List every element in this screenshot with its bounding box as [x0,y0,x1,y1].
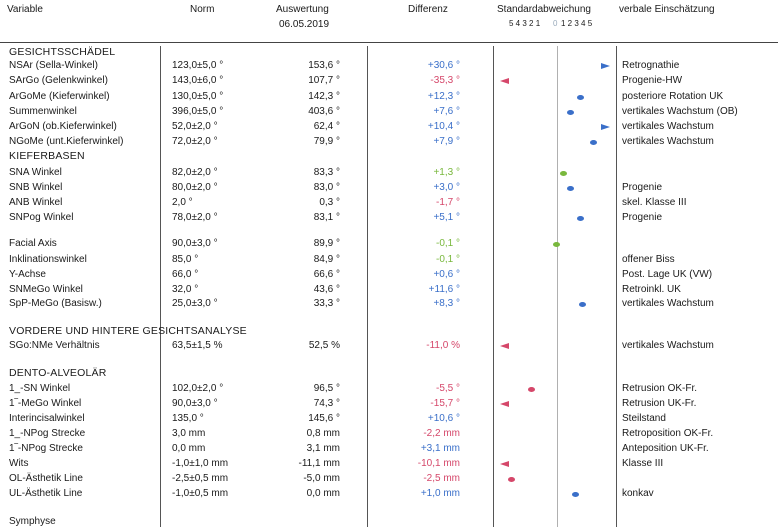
col-header-auswertung: Auswertung [276,4,329,15]
col-header-variable: Variable [7,4,43,15]
table-row [0,60,778,74]
sd-marker-dot [508,477,515,482]
row-variable: SNA Winkel [9,167,62,178]
row-norm: -2,5±0,5 mm [172,473,229,484]
row-value: 62,4 ° [313,121,340,132]
col-header-differenz: Differenz [408,4,448,15]
row-difference: -0,1 ° [435,238,460,249]
row-norm: 90,0±3,0 ° [172,238,218,249]
row-value: -5,0 mm [303,473,340,484]
row-verdict: offener Biss [622,254,675,265]
row-value: 74,3 ° [313,398,340,409]
row-norm: 32,0 ° [172,284,199,295]
row-norm: 66,0 ° [172,269,199,280]
row-norm: 80,0±2,0 ° [172,182,218,193]
row-difference: -2,2 mm [423,428,460,439]
table-row [0,443,778,457]
row-verdict: Progenie-HW [622,75,683,86]
row-verdict: posteriore Rotation UK [622,91,724,102]
row-variable: Summenwinkel [9,106,77,117]
row-value: 0,0 mm [306,488,340,499]
row-difference: +10,4 ° [427,121,460,132]
row-norm: 72,0±2,0 ° [172,136,218,147]
row-verdict: vertikales Wachstum (OB) [622,106,738,117]
sd-marker-dot [560,171,567,176]
row-difference: +30,6 ° [427,60,460,71]
table-row [0,398,778,412]
sd-scale-negative: 5 4 3 2 1 [509,19,541,28]
row-difference: -5,5 ° [435,383,460,394]
row-value: 84,9 ° [313,254,340,265]
table-row [0,75,778,89]
table-row [0,197,778,211]
row-norm: 143,0±6,0 ° [172,75,224,86]
row-value: 0,8 mm [306,428,340,439]
sd-overflow-right-icon [601,63,610,69]
row-verdict: Retroinkl. UK [622,284,681,295]
row-norm: 2,0 ° [172,197,193,208]
row-verdict: Steilstand [622,413,666,424]
sd-marker-dot [577,95,584,100]
row-norm: 396,0±5,0 ° [172,106,224,117]
table-row [0,121,778,135]
sd-overflow-left-icon [500,401,509,407]
row-difference: +11,6 ° [428,284,460,295]
section-title: DENTO-ALVEOLÄR [9,367,107,379]
row-value: 83,3 ° [313,167,340,178]
section-title: GESICHTSSCHÄDEL [9,46,116,58]
row-variable: NSAr (Sella-Winkel) [9,60,98,71]
table-row [0,254,778,268]
row-norm: 123,0±5,0 ° [172,60,224,71]
sd-marker-dot [567,110,574,115]
row-variable: Interincisalwinkel [9,413,85,424]
row-variable: 1_-NPog Strecke [9,428,86,439]
row-value: 66,6 ° [313,269,340,280]
sd-overflow-left-icon [500,78,509,84]
sd-scale-zero: 0 [553,19,558,28]
row-variable: SpP-MeGo (Basisw.) [9,298,102,309]
row-verdict: Retrognathie [622,60,680,71]
table-row [0,238,778,252]
row-difference: +7,9 ° [433,136,460,147]
row-value: 107,7 ° [308,75,340,86]
row-variable: OL-Ästhetik Line [9,473,83,484]
table-row [0,167,778,181]
section-title: VORDERE UND HINTERE GESICHTSANALYSE [9,325,247,337]
col-header-einschaetzung: verbale Einschätzung [619,4,715,15]
row-difference: -0,1 ° [435,254,460,265]
row-verdict: Retrusion UK-Fr. [622,398,697,409]
col-header-date: 06.05.2019 [279,19,330,30]
row-value: 145,6 ° [308,413,340,424]
sd-marker-dot [528,387,535,392]
row-difference: -11,0 % [426,340,460,351]
row-verdict: vertikales Wachstum [622,298,714,309]
row-difference: +7,6 ° [433,106,460,117]
row-value: 96,5 ° [313,383,340,394]
row-verdict: Progenie [622,212,663,223]
table-row [0,473,778,487]
row-difference: +1,0 mm [420,488,460,499]
row-value: 33,3 ° [313,298,340,309]
row-norm: 85,0 ° [172,254,199,265]
row-variable: SNMeGo Winkel [9,284,83,295]
row-norm: 52,0±2,0 ° [172,121,218,132]
row-variable: SNPog Winkel [9,212,74,223]
row-value: 153,6 ° [308,60,340,71]
table-row [0,269,778,283]
row-variable: 1‾-NPog Strecke [9,443,83,454]
sd-overflow-left-icon [500,461,509,467]
row-norm: 130,0±5,0 ° [172,91,224,102]
row-difference: +0,6 ° [433,269,460,280]
row-difference: -15,7 ° [430,398,460,409]
header-divider [0,42,778,43]
table-row [0,284,778,298]
row-value: 43,6 ° [313,284,340,295]
row-variable: NGoMe (unt.Kieferwinkel) [9,136,124,147]
row-verdict: vertikales Wachstum [622,121,714,132]
row-value: 52,5 % [308,340,340,351]
row-norm: 102,0±2,0 ° [172,383,224,394]
row-value: 0,3 ° [319,197,340,208]
table-row [0,383,778,397]
table-row [0,212,778,226]
row-variable: Symphyse [9,516,56,527]
row-value: 79,9 ° [313,136,340,147]
row-norm: 90,0±3,0 ° [172,398,218,409]
row-norm: 0,0 mm [172,443,206,454]
table-row [0,298,778,312]
col-header-norm: Norm [190,4,215,15]
row-difference: +12,3 ° [427,91,460,102]
row-variable: ArGoMe (Kieferwinkel) [9,91,110,102]
table-row [0,106,778,120]
row-verdict: Retrusion OK-Fr. [622,383,698,394]
row-difference: -1,7 ° [435,197,460,208]
table-row [0,136,778,150]
row-value: 3,1 mm [306,443,340,454]
row-verdict: Klasse III [622,458,664,469]
row-difference: +8,3 ° [433,298,460,309]
row-verdict: Anteposition UK-Fr. [622,443,709,454]
row-value: 403,6 ° [308,106,340,117]
row-variable: Wits [9,458,29,469]
row-norm: 25,0±3,0 ° [172,298,218,309]
sd-scale-positive: 1 2 3 4 5 [561,19,593,28]
table-row [0,182,778,196]
section-title: KIEFERBASEN [9,150,85,162]
row-variable: ANB Winkel [9,197,63,208]
table-row [0,488,778,502]
row-difference: +10,6 ° [427,413,460,424]
row-verdict: Post. Lage UK (VW) [622,269,713,280]
row-difference: +1,3 ° [433,167,460,178]
sd-marker-dot [553,242,560,247]
table-row [0,428,778,442]
row-value: 83,1 ° [313,212,340,223]
row-variable: 1‾-MeGo Winkel [9,398,82,409]
table-row [0,458,778,472]
row-value: 89,9 ° [313,238,340,249]
row-difference: -35,3 ° [430,75,460,86]
sd-overflow-right-icon [601,124,610,130]
row-norm: 3,0 mm [172,428,206,439]
row-variable: 1_-SN Winkel [9,383,71,394]
row-verdict: skel. Klasse III [622,197,687,208]
row-norm: -1,0±0,5 mm [172,488,229,499]
row-value: 142,3 ° [308,91,340,102]
row-variable: Facial Axis [9,238,57,249]
col-header-standardabweichung: Standardabweichung [497,4,591,15]
row-difference: +3,1 mm [420,443,460,454]
row-difference: -10,1 mm [417,458,460,469]
sd-marker-dot [567,186,574,191]
row-value: 83,0 ° [313,182,340,193]
row-difference: -2,5 mm [423,473,460,484]
row-verdict: vertikales Wachstum [622,136,714,147]
row-norm: 135,0 ° [172,413,204,424]
row-variable: SGo:NMe Verhältnis [9,340,100,351]
row-norm: 78,0±2,0 ° [172,212,218,223]
row-verdict: Retroposition OK-Fr. [622,428,714,439]
sd-marker-dot [590,140,597,145]
sd-marker-dot [572,492,579,497]
sd-marker-dot [577,216,584,221]
row-value: -11,1 mm [298,458,340,469]
table-row [0,516,778,530]
row-variable: SNB Winkel [9,182,63,193]
row-norm: -1,0±1,0 mm [172,458,229,469]
row-variable: Y-Achse [9,269,46,280]
row-verdict: Progenie [622,182,663,193]
row-norm: 63,5±1,5 % [172,340,223,351]
row-verdict: konkav [622,488,654,499]
row-verdict: vertikales Wachstum [622,340,714,351]
row-norm: 82,0±2,0 ° [172,167,218,178]
table-row [0,91,778,105]
table-row [0,413,778,427]
sd-overflow-left-icon [500,343,509,349]
sd-marker-dot [579,302,586,307]
row-difference: +5,1 ° [433,212,460,223]
table-row [0,340,778,354]
row-variable: SArGo (Gelenkwinkel) [9,75,108,86]
row-variable: Inklinationswinkel [9,254,87,265]
row-variable: UL-Ästhetik Line [9,488,83,499]
row-variable: ArGoN (ob.Kieferwinkel) [9,121,117,132]
row-difference: +3,0 ° [433,182,460,193]
